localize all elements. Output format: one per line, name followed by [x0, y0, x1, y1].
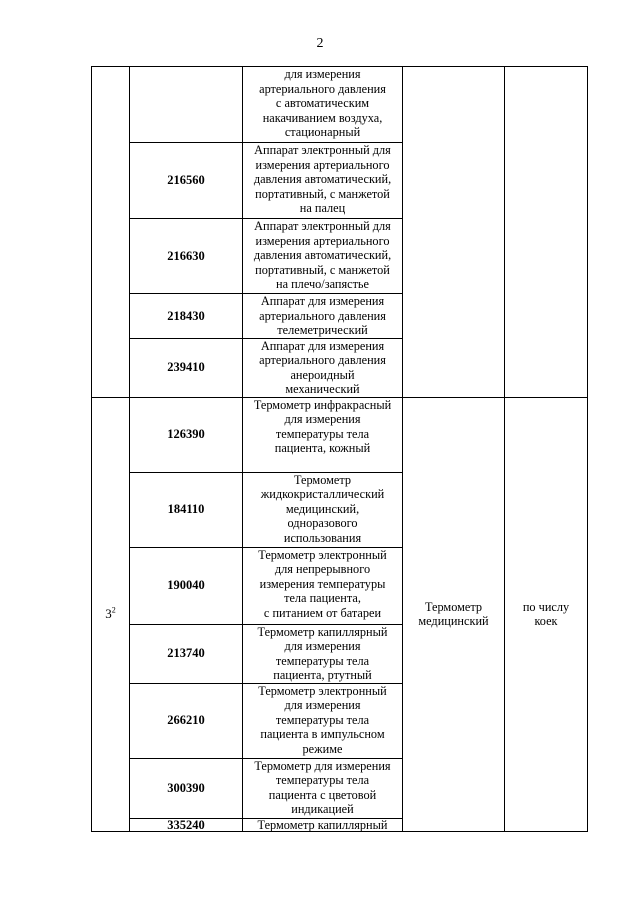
text-line: артериального давления: [259, 81, 386, 96]
code-cell: 216630: [130, 219, 243, 294]
device-name-cell: [403, 67, 505, 398]
code-cell: 335240: [130, 818, 243, 831]
text-line: Аппарат электронный для: [254, 219, 391, 233]
text-line: для измерения: [284, 639, 361, 653]
code-cell: 239410: [130, 338, 243, 397]
text-line: Термометр электронный: [258, 547, 387, 562]
text-line: температуры тела: [275, 653, 370, 668]
text-line: для измерения: [284, 67, 361, 81]
text-line: коек: [534, 614, 558, 628]
footnote-marker: 2: [111, 605, 116, 615]
row-number-cell: [92, 67, 130, 398]
code-cell: 216560: [130, 143, 243, 219]
text-line: пациента, кожный: [274, 441, 371, 455]
quantity-cell: [505, 67, 588, 398]
page-number: 2: [316, 36, 324, 51]
text-line: с автоматическим: [275, 96, 370, 110]
text-line: для измерения: [284, 412, 361, 426]
text-line: измерения артериального: [255, 233, 390, 248]
description-cell: [243, 818, 403, 831]
equipment-table: [91, 66, 588, 832]
text-line: Термометр для измерения: [254, 758, 391, 773]
text-line: измерения температуры: [259, 576, 386, 591]
text-line: для непрерывного: [274, 562, 371, 576]
text-line: для измерения: [284, 698, 361, 712]
text-line: механический: [285, 382, 360, 396]
text-line: давления автоматический,: [253, 172, 392, 186]
text-line: температуры тела: [275, 712, 370, 727]
description-cell: [243, 219, 403, 294]
code-cell: [130, 67, 243, 143]
text-line: измерения артериального: [255, 157, 390, 172]
code-cell: 184110: [130, 472, 243, 547]
text-line: пациента в импульсном: [260, 727, 385, 741]
text-line: Термометр: [424, 599, 483, 614]
device-name-cell: [403, 397, 505, 831]
description-cell: [243, 294, 403, 339]
text-line: Термометр: [293, 472, 352, 487]
text-line: портативный, с манжетой: [255, 186, 390, 201]
description-cell: [243, 67, 403, 143]
text-line: Термометр инфракрасный: [253, 397, 392, 412]
text-line: пациента, ртутный: [273, 668, 372, 682]
text-line: по числу: [522, 599, 570, 614]
text-line: телеметрический: [277, 323, 368, 337]
text-line: Аппарат электронный для: [254, 143, 391, 157]
text-line: артериального давления: [259, 308, 386, 323]
text-line: использования: [283, 530, 362, 545]
text-line: на палец: [299, 201, 346, 215]
row-number: 3: [105, 605, 112, 621]
code-cell: 300390: [130, 758, 243, 818]
text-line: давления автоматический,: [253, 248, 392, 262]
text-line: стационарный: [284, 125, 361, 139]
code-cell: 213740: [130, 624, 243, 683]
code-cell: 126390: [130, 397, 243, 472]
code-cell: 218430: [130, 294, 243, 339]
description-cell: [243, 547, 403, 624]
code-cell: 266210: [130, 683, 243, 758]
text-line: одноразового: [287, 516, 358, 530]
text-line: Аппарат для измерения: [260, 294, 385, 308]
text-line: температуры тела: [275, 426, 370, 441]
text-line: медицинский,: [285, 501, 360, 516]
table-row: [92, 67, 588, 143]
text-line: пациента с цветовой: [268, 787, 377, 802]
description-cell: [243, 472, 403, 547]
quantity-cell: [505, 397, 588, 831]
text-line: медицинский: [418, 614, 489, 628]
text-line: с питанием от батареи: [263, 605, 382, 620]
text-line: режиме: [302, 741, 343, 756]
table-row: [92, 397, 588, 472]
text-line: анероидный: [290, 367, 355, 382]
description-cell: [243, 624, 403, 683]
description-cell: [243, 338, 403, 397]
text-line: портативный, с манжетой: [255, 262, 390, 277]
text-line: Термометр капиллярный: [257, 817, 388, 832]
description-cell: [243, 683, 403, 758]
text-line: тела пациента,: [284, 591, 361, 605]
text-line: на плечо/запястье: [275, 277, 370, 291]
text-line: Термометр электронный: [258, 683, 387, 698]
row-number-cell: [92, 397, 130, 831]
text-line: индикацией: [291, 802, 354, 816]
description-cell: [243, 143, 403, 219]
text-line: Термометр капиллярный: [257, 624, 388, 639]
text-line: жидкокристаллический: [260, 487, 385, 501]
text-line: артериального давления: [259, 353, 386, 367]
code-cell: 190040: [130, 547, 243, 624]
text-line: накачиванием воздуха,: [262, 110, 383, 125]
description-cell: [243, 758, 403, 818]
description-cell: [243, 397, 403, 472]
text-line: Аппарат для измерения: [260, 338, 385, 353]
text-line: температуры тела: [275, 773, 370, 787]
